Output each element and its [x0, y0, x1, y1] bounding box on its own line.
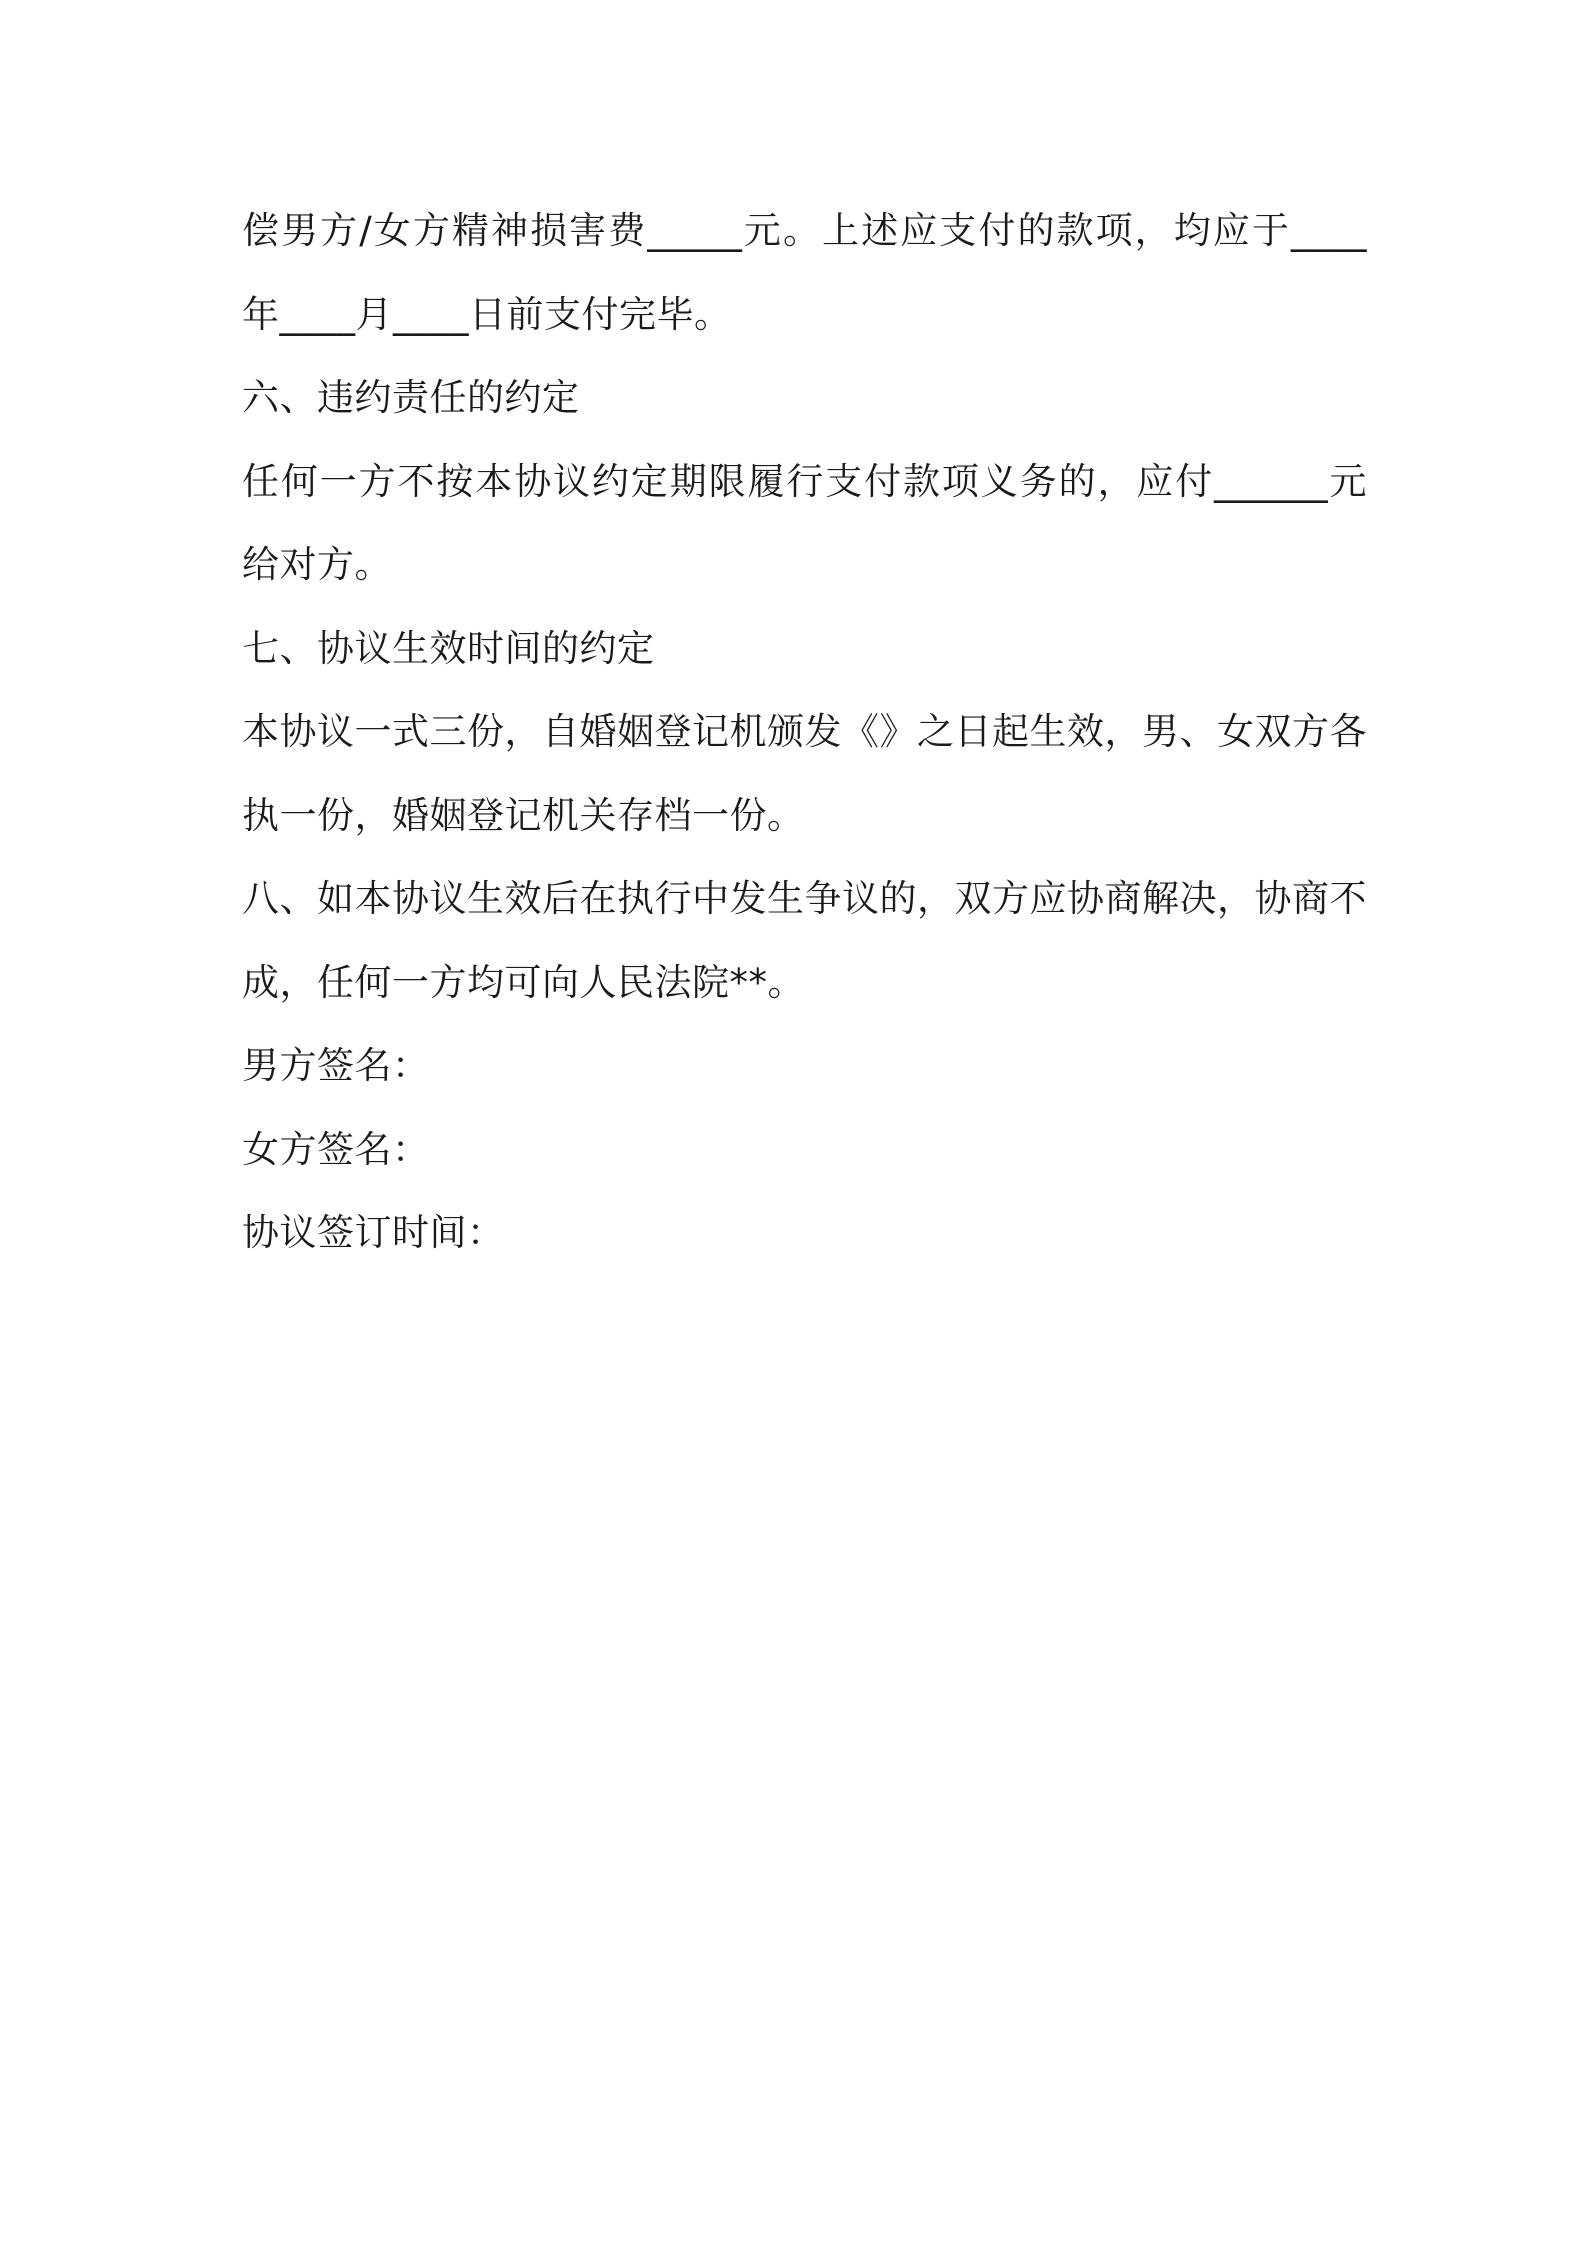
- section-heading-effective-time: 七、协议生效时间的约定: [242, 626, 655, 670]
- dispute-resolution-text-line-end: 成，任何一方均可向人民法院**。: [242, 960, 805, 1004]
- dispute-resolution-text-line: 八、如本协议生效后在执行中发生争议的，双方应协商解决，协商不: [242, 877, 1367, 920]
- payment-deadline-line: 年____月____日前支付完毕。: [242, 292, 732, 336]
- signing-date-label: 协议签订时间：: [242, 1211, 505, 1254]
- female-signature-label: 女方签名：: [242, 1127, 430, 1171]
- breach-liability-text-line-end: 给对方。: [242, 543, 392, 586]
- effective-time-text-line: 本协议一式三份，自婚姻登记机颁发《》之日起生效，男、女双方各: [242, 710, 1367, 753]
- document-body: [242, 205, 1367, 1291]
- compensation-text-line: 偿男方/女方精神损害费_____元。上述应支付的款项，均应于____: [242, 209, 1367, 252]
- male-signature-label: 男方签名：: [242, 1044, 430, 1087]
- breach-liability-text-line: 任何一方不按本协议约定期限履行支付款项义务的，应付______元: [242, 459, 1367, 503]
- effective-time-text-line-end: 执一份，婚姻登记机关存档一份。: [242, 793, 805, 837]
- section-heading-breach-liability: 六、违约责任的约定: [242, 376, 580, 419]
